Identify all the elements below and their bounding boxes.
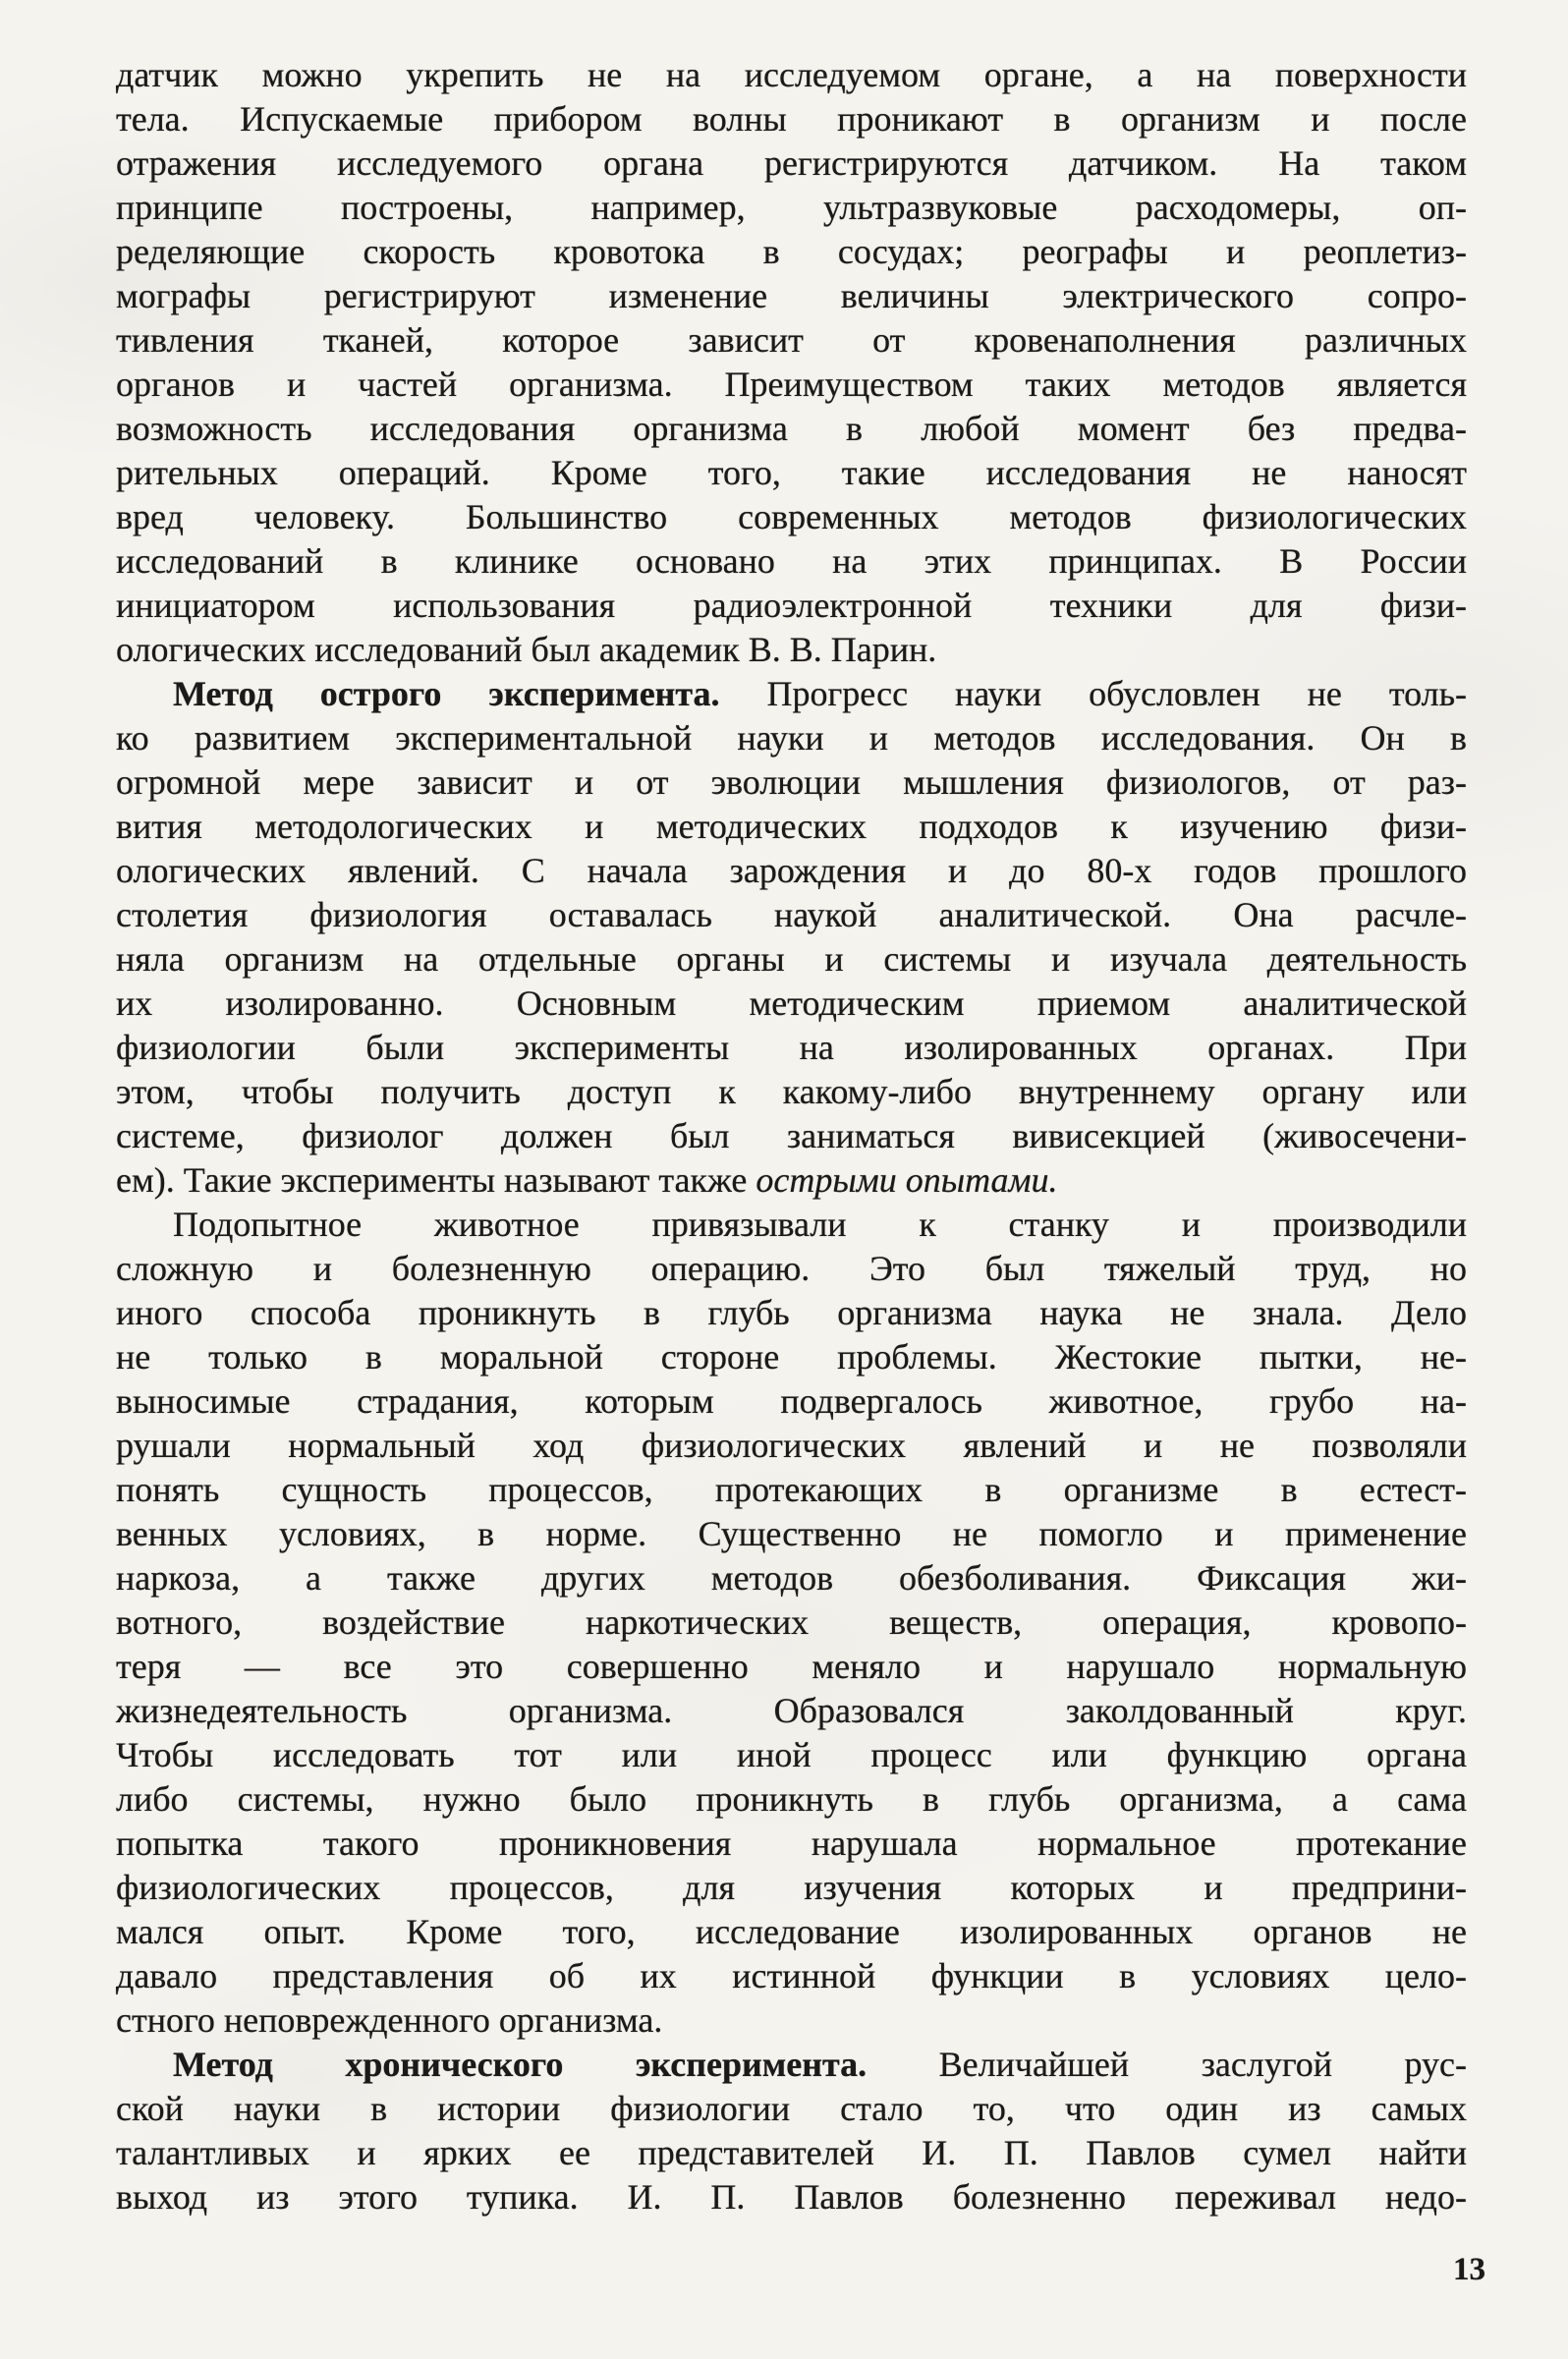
text-line bbox=[116, 495, 1467, 539]
text-run: мался опыт. Кроме того, исследование изолированных органов не bbox=[116, 1912, 1467, 1951]
text-line bbox=[116, 2087, 1467, 2131]
text-run: Подопытное животное привязывали к станку и производили bbox=[173, 1205, 1467, 1244]
text-run: ем). Такие эксперименты называют также bbox=[116, 1160, 756, 1200]
text-line bbox=[116, 1114, 1467, 1158]
text-run: выносимые страдания, которым подвергалось животное, грубо на- bbox=[116, 1381, 1467, 1421]
text-line bbox=[116, 141, 1467, 186]
text-line bbox=[116, 1203, 1467, 1247]
bold-run: Метод острого эксперимента. bbox=[173, 674, 720, 713]
text-line bbox=[116, 716, 1467, 760]
text-line bbox=[116, 760, 1467, 805]
bold-run: Метод хронического эксперимента. bbox=[173, 2045, 868, 2084]
text-line bbox=[116, 230, 1467, 274]
text-line bbox=[116, 849, 1467, 893]
text-line bbox=[116, 1689, 1467, 1733]
text-run: ко развитием экспериментальной науки и методов исследования. Он в bbox=[116, 718, 1467, 758]
text-run: выход из этого тупика. И. П. Павлов болезненно переживал недо- bbox=[116, 2177, 1467, 2217]
text-run: исследований в клинике основано на этих принципах. В России bbox=[116, 541, 1467, 581]
text-run: вред человеку. Большинство современных методов физиологических bbox=[116, 497, 1467, 536]
text-line bbox=[116, 1954, 1467, 1998]
text-run: Прогресс науки обусловлен не толь- bbox=[719, 674, 1467, 713]
text-run: огромной мере зависит и от эволюции мышления физиологов, от раз- bbox=[116, 762, 1467, 802]
text-line bbox=[116, 1777, 1467, 1822]
text-run: мографы регистрируют изменение величины электрического сопро- bbox=[116, 276, 1467, 315]
text-run: рительных операций. Кроме того, такие исследования не наносят bbox=[116, 453, 1467, 492]
text-line bbox=[116, 407, 1467, 451]
text-run: принципе построены, например, ультразвуковые расходомеры, оп- bbox=[116, 188, 1467, 227]
italic-run: острыми опытами. bbox=[756, 1160, 1058, 1200]
text-line bbox=[116, 451, 1467, 495]
text-line bbox=[116, 539, 1467, 584]
text-run: этом, чтобы получить доступ к какому-либо внутреннему органу или bbox=[116, 1072, 1467, 1111]
text-run: понять сущность процессов, протекающих в организме в естест- bbox=[116, 1470, 1467, 1509]
text-run: тела. Испускаемые прибором волны проникают в организм и после bbox=[116, 99, 1467, 139]
text-column bbox=[116, 53, 1467, 2219]
text-line bbox=[116, 53, 1467, 97]
text-line bbox=[116, 318, 1467, 363]
text-run: органов и частей организма. Преимуществом таких методов является bbox=[116, 365, 1467, 404]
text-line bbox=[116, 274, 1467, 318]
text-run: стного неповрежденного организма. bbox=[116, 2000, 663, 2040]
text-run: физиологии были эксперименты на изолированных органах. При bbox=[116, 1028, 1467, 1067]
text-run: тивления тканей, которое зависит от кровенаполнения различных bbox=[116, 320, 1467, 360]
text-line bbox=[116, 937, 1467, 982]
text-line bbox=[116, 893, 1467, 937]
text-run: давало представления об их истинной функции в условиях цело- bbox=[116, 1956, 1467, 1995]
text-line bbox=[116, 1379, 1467, 1424]
text-run: столетия физиология оставалась наукой аналитической. Она расчле- bbox=[116, 895, 1467, 934]
text-run: попытка такого проникновения нарушала нормальное протекание bbox=[116, 1824, 1467, 1863]
text-run: отражения исследуемого органа регистрируются датчиком. На таком bbox=[116, 143, 1467, 183]
text-run: няла организм на отдельные органы и системы и изучала деятельность bbox=[116, 939, 1467, 979]
text-run: вития методологических и методических подходов к изучению физи- bbox=[116, 807, 1467, 846]
text-run: инициатором использования радиоэлектронной техники для физи- bbox=[116, 586, 1467, 625]
text-line bbox=[116, 2043, 1467, 2087]
text-run: венных условиях, в норме. Существенно не помогло и применение bbox=[116, 1514, 1467, 1553]
text-run: ологических явлений. С начала зарождения и до 80-х годов прошлого bbox=[116, 851, 1467, 890]
text-line bbox=[116, 2131, 1467, 2175]
text-run: не только в моральной стороне проблемы. Жестокие пытки, не- bbox=[116, 1337, 1467, 1376]
text-run: рушали нормальный ход физиологических явлений и не позволяли bbox=[116, 1426, 1467, 1465]
text-run: ологических исследований был академик В. В. Парин. bbox=[116, 630, 937, 669]
text-line bbox=[116, 1158, 1467, 1203]
text-line bbox=[116, 1822, 1467, 1866]
text-line bbox=[116, 1910, 1467, 1954]
text-run: либо системы, нужно было проникнуть в глубь организма, а сама bbox=[116, 1779, 1467, 1819]
text-line bbox=[116, 1424, 1467, 1468]
text-line bbox=[116, 1733, 1467, 1777]
text-run: сложную и болезненную операцию. Это был тяжелый труд, но bbox=[116, 1249, 1467, 1288]
page-number: 13 bbox=[1453, 2252, 1485, 2287]
text-line bbox=[116, 1998, 1467, 2043]
text-line bbox=[116, 1335, 1467, 1379]
text-run: теря — все это совершенно меняло и нарушало нормальную bbox=[116, 1647, 1467, 1686]
text-run: иного способа проникнуть в глубь организма наука не знала. Дело bbox=[116, 1293, 1467, 1332]
text-line bbox=[116, 1026, 1467, 1070]
text-run: жизнедеятельность организма. Образовался заколдованный круг. bbox=[116, 1691, 1467, 1730]
text-run: системе, физиолог должен был заниматься вивисекцией (живосечени- bbox=[116, 1116, 1467, 1155]
text-line bbox=[116, 1601, 1467, 1645]
text-run: наркоза, а также других методов обезболивания. Фиксация жи- bbox=[116, 1558, 1467, 1598]
text-run: их изолированно. Основным методическим приемом аналитической bbox=[116, 983, 1467, 1023]
text-line bbox=[116, 1866, 1467, 1910]
text-line bbox=[116, 1468, 1467, 1512]
text-line bbox=[116, 982, 1467, 1026]
text-line bbox=[116, 1512, 1467, 1556]
text-run: ской науки в истории физиологии стало то, что один из самых bbox=[116, 2089, 1467, 2128]
text-run: датчик можно укрепить не на исследуемом органе, а на поверхности bbox=[116, 55, 1467, 94]
text-line bbox=[116, 672, 1467, 716]
text-line bbox=[116, 97, 1467, 141]
text-run: Чтобы исследовать тот или иной процесс или функцию органа bbox=[116, 1735, 1467, 1774]
text-line bbox=[116, 584, 1467, 628]
text-line bbox=[116, 1556, 1467, 1601]
text-line bbox=[116, 628, 1467, 672]
text-line bbox=[116, 1070, 1467, 1114]
text-line bbox=[116, 2175, 1467, 2219]
text-run: Величайшей заслугой рус- bbox=[867, 2045, 1467, 2084]
text-run: вотного, воздействие наркотических веществ, операция, кровопо- bbox=[116, 1602, 1467, 1642]
text-line bbox=[116, 1645, 1467, 1689]
text-line bbox=[116, 1247, 1467, 1291]
text-run: ределяющие скорость кровотока в сосудах; реографы и реоплетиз- bbox=[116, 232, 1467, 271]
text-run: талантливых и ярких ее представителей И. П. Павлов сумел найти bbox=[116, 2133, 1467, 2172]
text-line bbox=[116, 363, 1467, 407]
text-line bbox=[116, 186, 1467, 230]
text-line bbox=[116, 1291, 1467, 1335]
text-run: возможность исследования организма в любой момент без предва- bbox=[116, 409, 1467, 448]
text-run: физиологических процессов, для изучения которых и предприни- bbox=[116, 1868, 1467, 1907]
text-line bbox=[116, 805, 1467, 849]
